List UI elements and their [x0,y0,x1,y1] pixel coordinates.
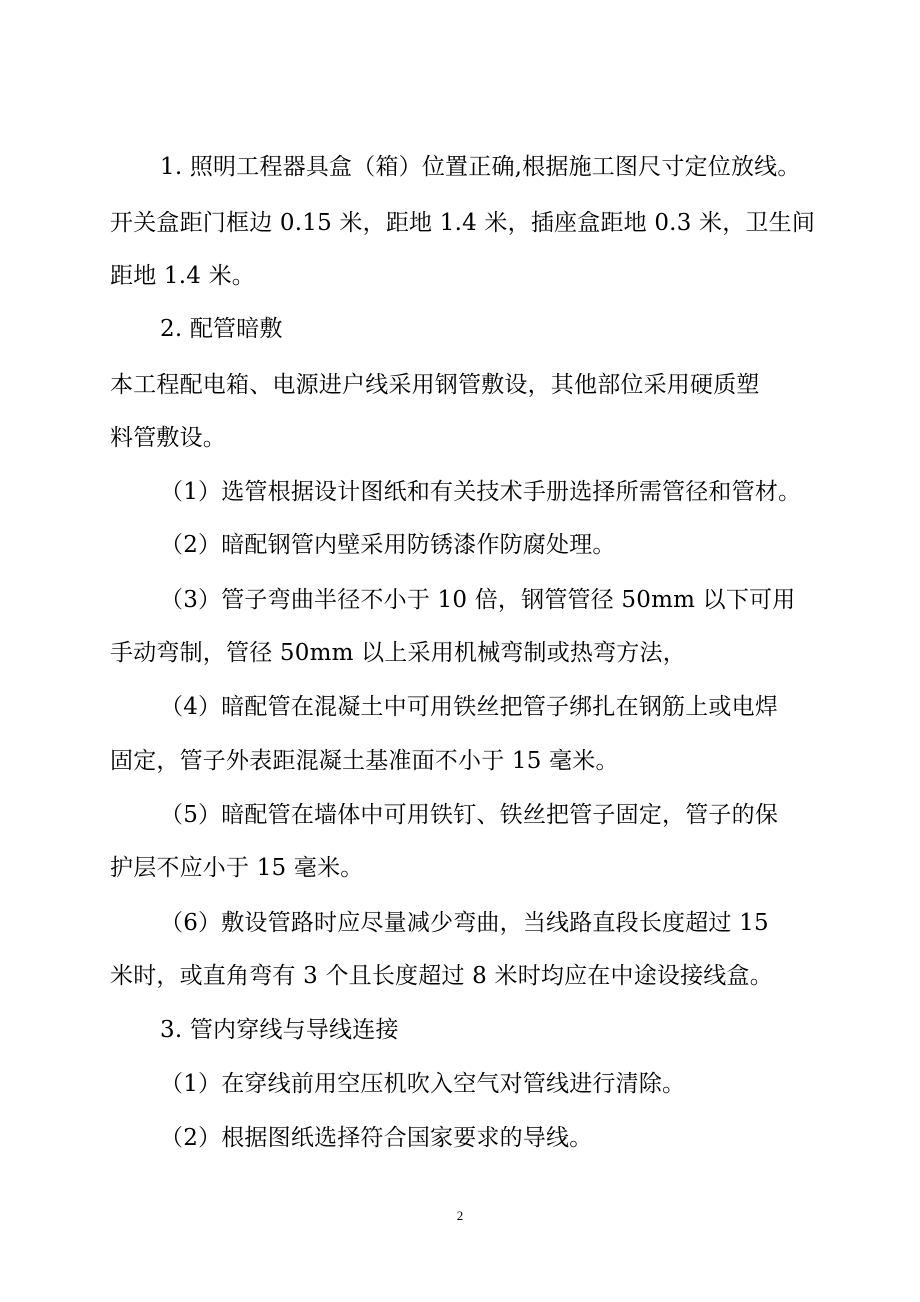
list-item: （1）在穿线前用空压机吹入空气对管线进行清除。 [160,1071,686,1097]
section-heading: 3. 管内穿线与导线连接 [160,1017,399,1043]
list-item: （1）选管根据设计图纸和有关技术手册选择所需管径和管材。 [160,479,802,505]
list-item-continuation: 米时，或直角弯有 3 个且长度超过 8 米时均应在中途设接线盒。 [110,963,773,989]
list-item: （4）暗配管在混凝土中可用铁丝把管子绑扎在钢筋上或电焊 [160,694,779,720]
section-heading: 2. 配管暗敷 [160,316,283,342]
list-item: （5）暗配管在墙体中可用铁钉、铁丝把管子固定，管子的保 [160,802,779,828]
list-item: （2）暗配钢管内壁采用防锈漆作防腐处理。 [160,532,616,558]
paragraph-line: 本工程配电箱、电源进户线采用钢管敷设，其他部位采用硬质塑 [110,372,760,398]
paragraph-line: 料管敷设。 [110,425,226,451]
paragraph-line: 1. 照明工程器具盒（箱）位置正确,根据施工图尺寸定位放线。 [160,154,801,180]
list-item-continuation: 固定，管子外表距混凝土基准面不小于 15 毫米。 [110,748,619,774]
list-item: （2）根据图纸选择符合国家要求的导线。 [160,1125,593,1151]
list-item-continuation: 护层不应小于 15 毫米。 [110,855,364,881]
page-number: 2 [456,1208,464,1223]
list-item: （3）管子弯曲半径不小于 10 倍，钢管管径 50mm 以下可用 [160,587,796,613]
paragraph-line: 开关盒距门框边 0.15 米，距地 1.4 米，插座盒距地 0.3 米，卫生间 [110,210,816,236]
paragraph-line: 距地 1.4 米。 [110,263,255,289]
list-item: （6）敷设管路时应尽量减少弯曲，当线路直段长度超过 15 [160,910,769,936]
list-item-continuation: 手动弯制，管径 50mm 以上采用机械弯制或热弯方法， [110,640,686,666]
